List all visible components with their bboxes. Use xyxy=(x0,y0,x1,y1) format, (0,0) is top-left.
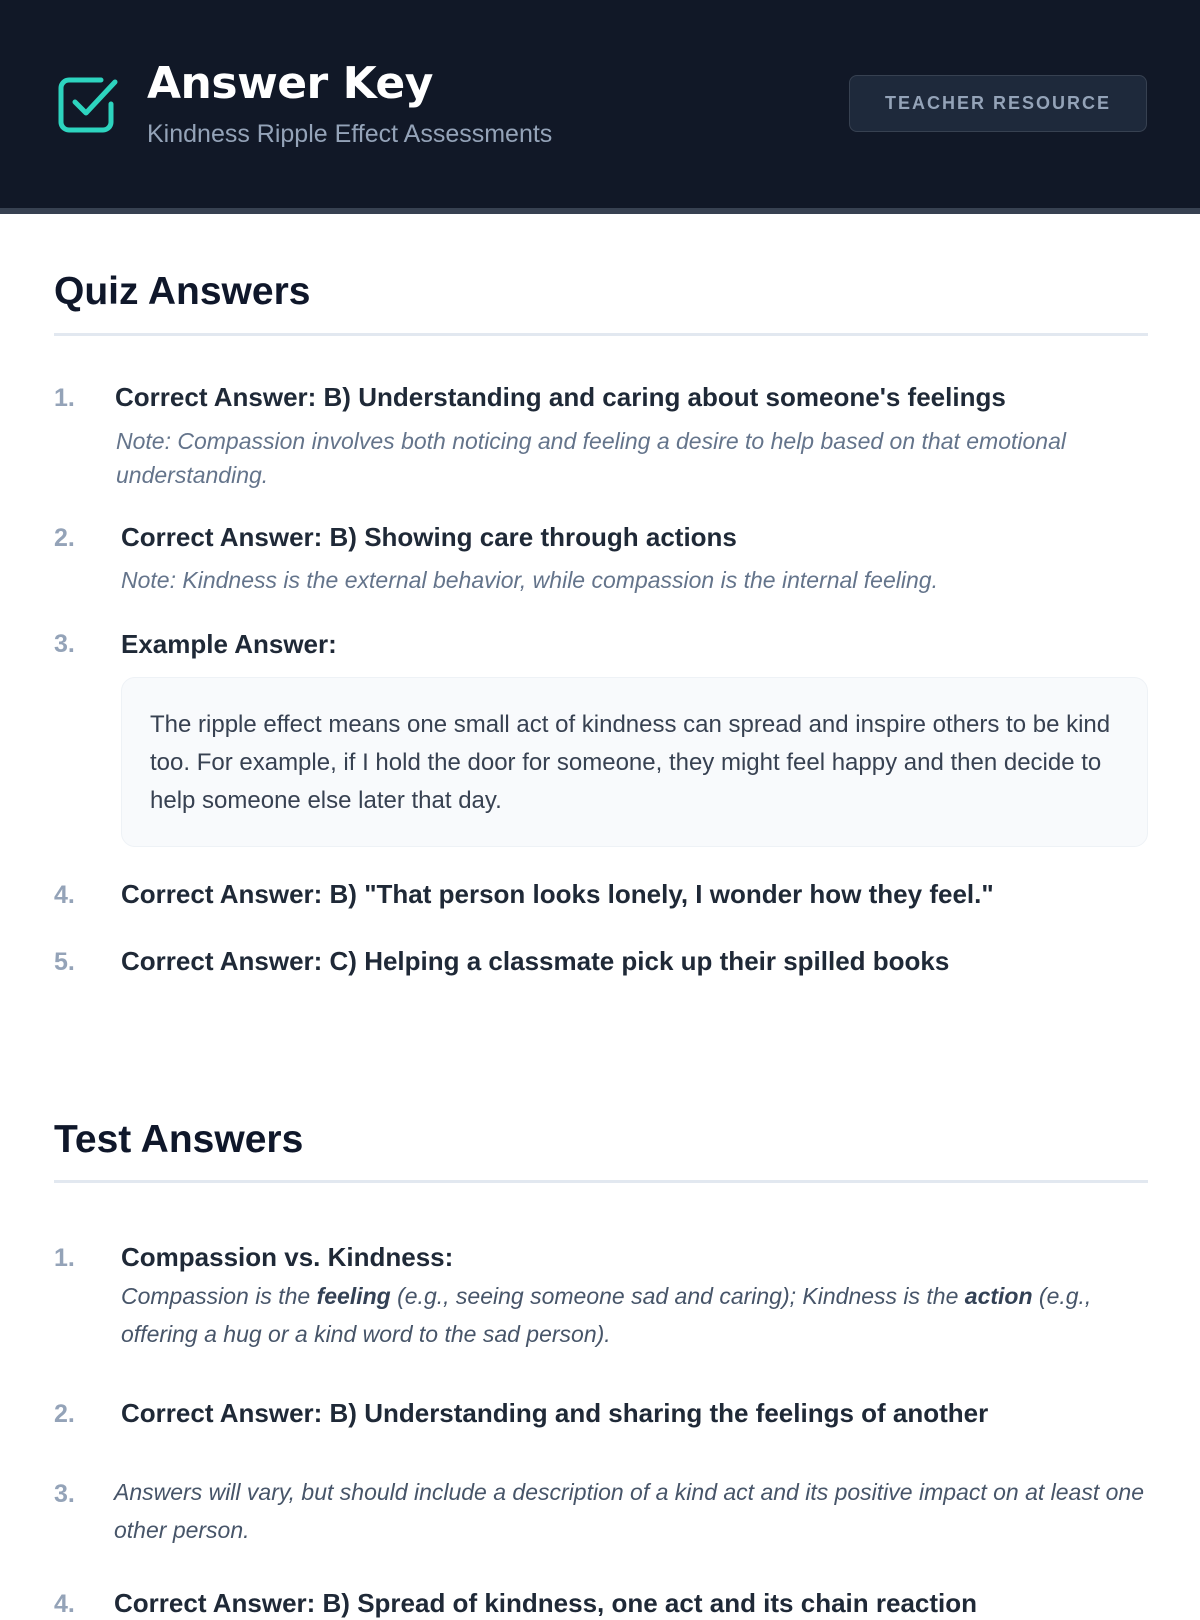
test-divider xyxy=(54,1180,1148,1183)
test-answer-3: Answers will vary, but should include a description of a kind act and its positive impact on at least one other person. xyxy=(114,1479,1145,1543)
quiz-note-2: Note: Kindness is the external behavior, while compassion is the internal feeling. xyxy=(121,567,938,593)
test-item-number: 4. xyxy=(54,1590,75,1618)
test-answer-1-explanation: Compassion is the feeling (e.g., seeing someone sad and caring); Kindness is the action (e.g., offering a hug or a kind word to the sad person). xyxy=(121,1283,1092,1347)
test-answer-2: Correct Answer: B) Understanding and sharing the feelings of another xyxy=(121,1398,989,1428)
example-answer-box: The ripple effect means one small act of kindness can spread and inspire others to be kind too. For example, if I hold the door for someone, they might feel happy and then decide to help someone else later that day. xyxy=(121,677,1148,847)
test-item-number: 2. xyxy=(54,1400,75,1428)
checkbox-check-icon xyxy=(55,72,119,136)
test-answer-4: Correct Answer: B) Spread of kindness, one act and its chain reaction xyxy=(114,1588,978,1618)
page-subtitle: Kindness Ripple Effect Assessments xyxy=(147,120,553,148)
page-header xyxy=(0,0,1200,214)
test-item-number: 3. xyxy=(54,1480,75,1508)
quiz-answer-4: Correct Answer: B) "That person looks lonely, I wonder how they feel." xyxy=(121,879,994,909)
quiz-item-number: 3. xyxy=(54,630,75,658)
test-answer-1-heading: Compassion vs. Kindness: xyxy=(121,1242,454,1272)
quiz-divider xyxy=(54,333,1148,336)
quiz-answer-1: Correct Answer: B) Understanding and caring about someone's feelings xyxy=(115,382,1006,412)
quiz-item-number: 4. xyxy=(54,881,75,909)
teacher-resource-badge: TEACHER RESOURCE xyxy=(849,75,1147,132)
page-title: Answer Key xyxy=(147,58,433,109)
test-item-number: 1. xyxy=(54,1244,75,1272)
quiz-answer-5: Correct Answer: C) Helping a classmate pick up their spilled books xyxy=(121,946,950,976)
quiz-answer-3: Example Answer: xyxy=(121,629,337,659)
emphasis-action: action xyxy=(964,1283,1033,1309)
emphasis-feeling: feeling xyxy=(316,1283,391,1309)
quiz-item-number: 2. xyxy=(54,524,75,552)
quiz-answer-2: Correct Answer: B) Showing care through actions xyxy=(121,522,737,552)
quiz-item-number: 1. xyxy=(54,384,75,412)
quiz-section-title: Quiz Answers xyxy=(54,270,311,313)
quiz-note-1: Note: Compassion involves both noticing and feeling a desire to help based on that emotional understanding. xyxy=(116,428,1066,488)
test-section-title: Test Answers xyxy=(54,1118,304,1161)
quiz-item-number: 5. xyxy=(54,948,75,976)
